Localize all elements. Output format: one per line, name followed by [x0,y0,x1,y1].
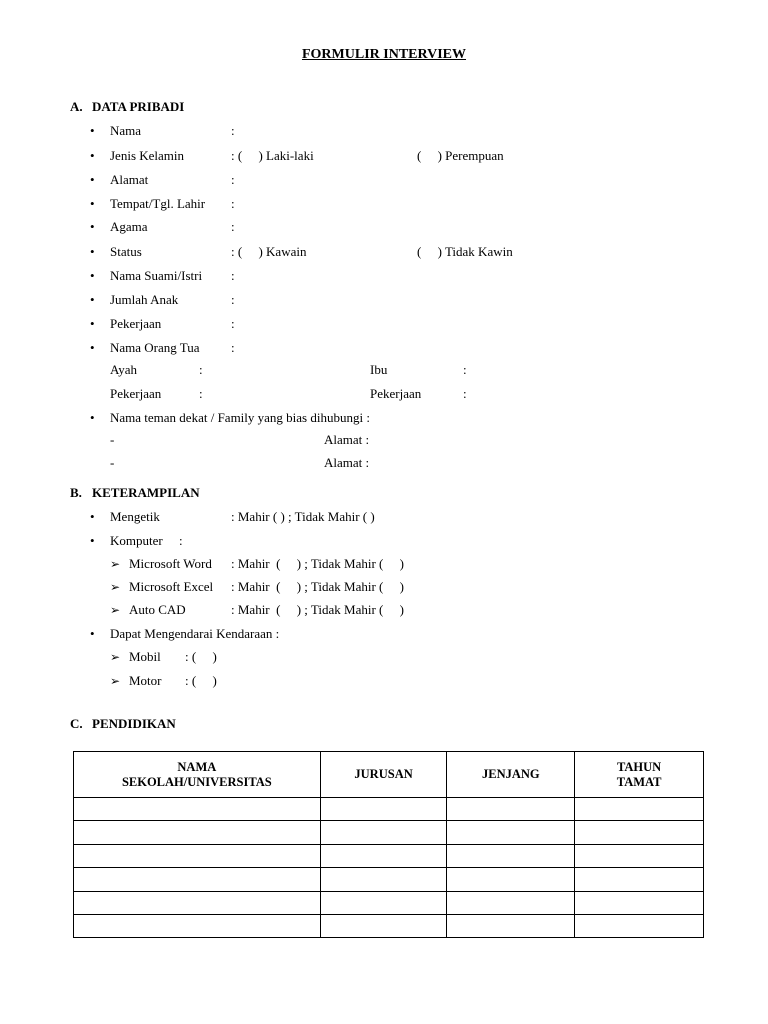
bullet-icon: • [90,172,95,187]
table-cell[interactable] [447,844,575,867]
bullet-icon: • [90,123,95,138]
bullet-icon: • [90,340,95,355]
label-alamat-teman-2: Alamat : [324,455,370,470]
label-status: Status [110,244,142,259]
bullet-icon: • [90,410,95,425]
option-tidak-kawin: Tidak Kawin [444,244,513,259]
colon: : [199,362,203,377]
table-cell[interactable] [74,821,321,844]
label-orang-tua: Nama Orang Tua [110,340,200,355]
options-excel[interactable]: : Mahir ( ) ; Tidak Mahir ( ) [231,579,404,594]
table-row [74,891,704,914]
bullet-icon: • [90,509,95,524]
colon: : [463,362,467,377]
options-word[interactable]: : Mahir ( ) ; Tidak Mahir ( ) [231,556,404,571]
arrow-bullet-icon: ➢ [110,603,121,617]
table-row [74,868,704,891]
table-cell[interactable] [575,821,704,844]
table-cell[interactable] [320,844,447,867]
label-ibu: Ibu [370,362,388,377]
label-suami-istri: Nama Suami/Istri [110,268,203,283]
section-c-label: C. [70,716,83,731]
label-excel: Microsoft Excel [129,579,214,594]
label-autocad: Auto CAD [129,602,186,617]
table-cell[interactable] [447,798,575,821]
label-nama: Nama [110,123,142,138]
bullet-icon: • [90,533,95,548]
bullet-icon: • [90,196,95,211]
table-header-row [74,752,704,798]
section-a-title: DATA PRIBADI [92,99,185,114]
header-tahun-tamat: TAHUN TAMAT [575,752,704,798]
dash: - [110,455,115,470]
label-jenis-kelamin: Jenis Kelamin [110,148,185,163]
checkbox-perempuan[interactable]: ( ) Perempuan [417,148,504,163]
header-jurusan: JURUSAN [320,752,447,798]
section-c-title: PENDIDIKAN [92,716,176,731]
label-ayah: Ayah [110,362,137,377]
table-cell[interactable] [320,891,447,914]
table-cell[interactable] [575,914,704,937]
colon: : [231,172,235,187]
label-jumlah-anak: Jumlah Anak [110,292,179,307]
colon: : [231,292,235,307]
label-mobil: Mobil [129,649,161,664]
checkbox-tidak-kawin[interactable]: ( ) Tidak Kawin [417,244,513,259]
label-motor: Motor [129,673,162,688]
table-cell[interactable] [447,821,575,844]
table-cell[interactable] [575,844,704,867]
colon: : [231,316,235,331]
option-perempuan: Perempuan [445,148,504,163]
arrow-bullet-icon: ➢ [110,650,121,664]
section-b-title: KETERAMPILAN [92,485,200,500]
section-a-label: A. [70,99,83,114]
arrow-bullet-icon: ➢ [110,557,121,571]
bullet-icon: • [90,292,95,307]
table-cell[interactable] [74,914,321,937]
checkbox-laki[interactable]: : ( ) Laki-laki [231,148,314,163]
label-pekerjaan-ayah: Pekerjaan [110,386,162,401]
label-pekerjaan-ibu: Pekerjaan [370,386,422,401]
table-cell[interactable] [74,844,321,867]
checkbox-mobil[interactable]: : ( ) [185,649,217,664]
arrow-bullet-icon: ➢ [110,580,121,594]
label-word: Microsoft Word [129,556,212,571]
label-ttl: Tempat/Tgl. Lahir [110,196,206,211]
table-cell[interactable] [74,798,321,821]
table-cell[interactable] [320,914,447,937]
label-agama: Agama [110,219,148,234]
colon: : [231,219,235,234]
arrow-bullet-icon: ➢ [110,674,121,688]
label-kendaraan: Dapat Mengendarai Kendaraan : [110,626,280,641]
colon: : [231,196,235,211]
label-alamat: Alamat [110,172,149,187]
table-cell[interactable] [74,891,321,914]
colon: : [231,340,235,355]
table-cell[interactable] [575,798,704,821]
table-cell[interactable] [320,868,447,891]
table-cell[interactable] [74,868,321,891]
label-alamat-teman-1: Alamat : [324,432,370,447]
table-cell[interactable] [575,891,704,914]
dash: - [110,432,115,447]
label-mengetik: Mengetik [110,509,160,524]
table-row [74,844,704,867]
option-laki: Laki-laki [266,148,314,163]
table-cell[interactable] [447,868,575,891]
colon: : [231,123,235,138]
colon: : [463,386,467,401]
header-nama-sekolah: NAMA SEKOLAH/UNIVERSITAS [74,752,321,798]
bullet-icon: • [90,244,95,259]
table-row [74,914,704,937]
table-cell[interactable] [447,891,575,914]
bullet-icon: • [90,219,95,234]
header-jenjang: JENJANG [447,752,575,798]
bullet-icon: • [90,316,95,331]
colon: : [231,268,235,283]
table-cell[interactable] [447,914,575,937]
bullet-icon: • [90,148,95,163]
label-teman: Nama teman dekat / Family yang bias dihubungi : [110,410,370,425]
bullet-icon: • [90,268,95,283]
checkbox-kawain[interactable]: : ( ) Kawain [231,244,307,259]
options-autocad[interactable]: : Mahir ( ) ; Tidak Mahir ( ) [231,602,404,617]
options-mengetik[interactable]: : Mahir ( ) ; Tidak Mahir ( ) [231,509,375,524]
education-table [73,751,704,938]
bullet-icon: • [90,626,95,641]
table-row [74,798,704,821]
label-komputer: Komputer : [110,533,183,548]
label-pekerjaan: Pekerjaan [110,316,162,331]
form-title: FORMULIR INTERVIEW [301,47,467,62]
table-row [74,821,704,844]
checkbox-motor[interactable]: : ( ) [185,673,217,688]
section-b-label: B. [70,485,82,500]
table-cell[interactable] [320,798,447,821]
table-cell[interactable] [320,821,447,844]
table-cell[interactable] [575,868,704,891]
option-kawain: Kawain [266,244,307,259]
colon: : [199,386,203,401]
